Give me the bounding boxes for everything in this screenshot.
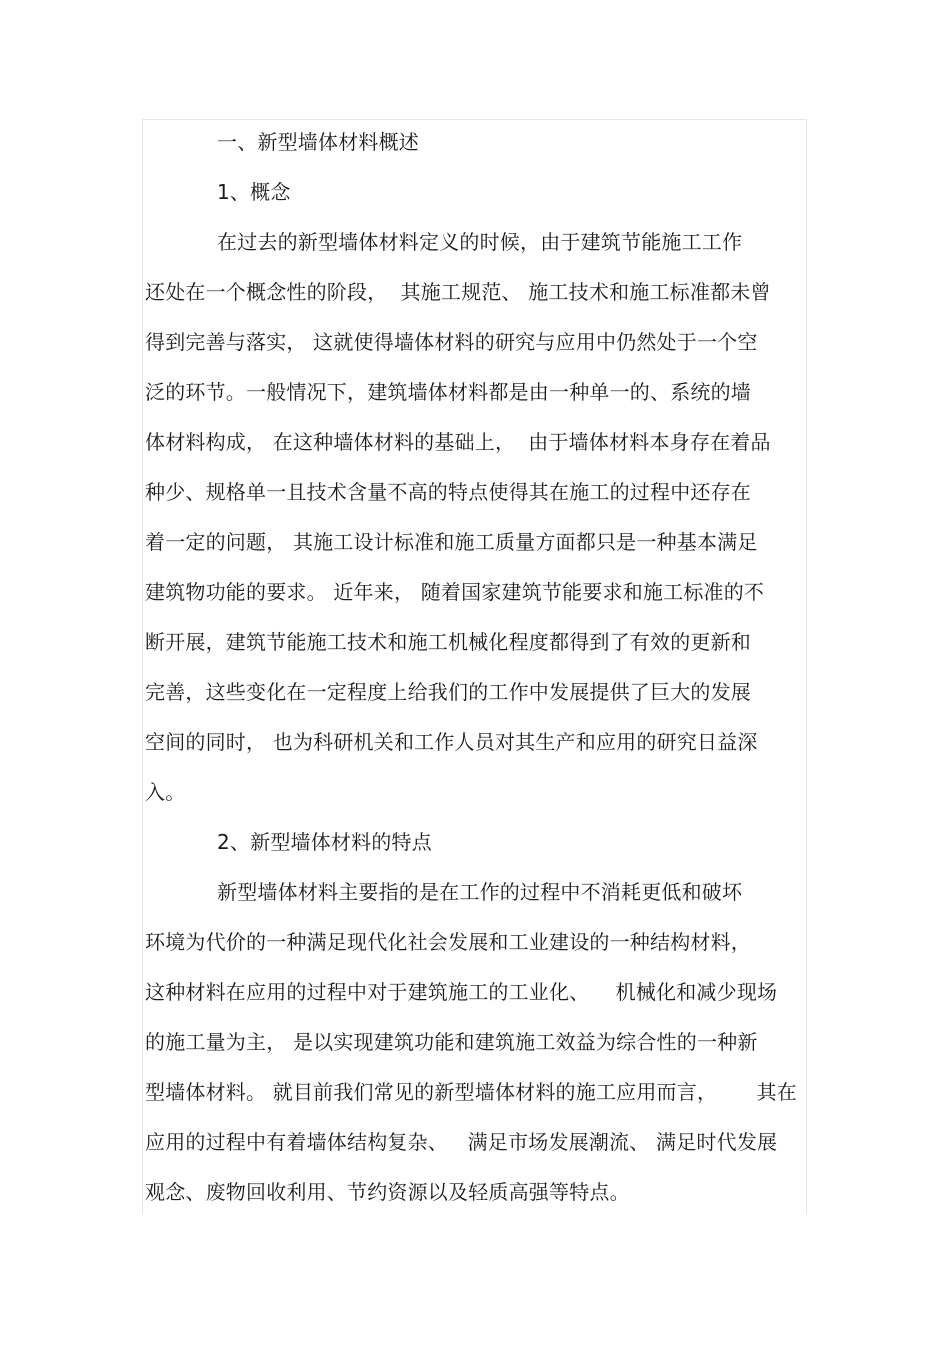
paragraph-line: 在过去的新型墙体材料定义的时候，由于建筑节能施工工作 xyxy=(217,230,743,254)
paragraph-line: 观念、废物回收利用、节约资源以及轻质高强等特点。 xyxy=(145,1180,630,1204)
subheading-features: 2、新型墙体材料的特点 xyxy=(217,830,432,854)
paragraph-line: 断开展，建筑节能施工技术和施工机械化程度都得到了有效的更新和 xyxy=(145,630,751,654)
paragraph-line: 环境为代价的一种满足现代化社会发展和工业建设的一种结构材料， xyxy=(145,930,751,954)
paragraph-line: 的施工量为主， 是以实现建筑功能和建筑施工效益为综合性的一种新 xyxy=(145,1030,758,1054)
paragraph-line: 种少、规格单一且技术含量不高的特点使得其在施工的过程中还存在 xyxy=(145,480,751,504)
paragraph-line: 着一定的问题， 其施工设计标准和施工质量方面都只是一种基本满足 xyxy=(145,530,758,554)
paragraph-line: 建筑物功能的要求。 近年来， 随着国家建筑节能要求和施工标准的不 xyxy=(145,580,765,604)
paragraph-line: 这种材料在应用的过程中对于建筑施工的工业化、 机械化和减少现场 xyxy=(145,980,778,1004)
paragraph-line: 完善，这些变化在一定程度上给我们的工作中发展提供了巨大的发展 xyxy=(145,680,751,704)
paragraph-line: 空间的同时， 也为科研机关和工作人员对其生产和应用的研究日益深 xyxy=(145,730,758,754)
paragraph-line: 还处在一个概念性的阶段， 其施工规范、 施工技术和施工标准都未曾 xyxy=(145,280,771,304)
paragraph-line: 应用的过程中有着墙体结构复杂、 满足市场发展潮流、 满足时代发展 xyxy=(145,1130,778,1154)
paragraph-line: 型墙体材料。 就目前我们常见的新型墙体材料的施工应用而言， 其在 xyxy=(145,1080,797,1104)
paragraph-line: 泛的环节。一般情况下，建筑墙体材料都是由一种单一的、系统的墙 xyxy=(145,380,751,404)
paragraph-line: 入。 xyxy=(145,780,186,804)
paragraph-line: 得到完善与落实， 这就使得墙体材料的研究与应用中仍然处于一个空 xyxy=(145,330,758,354)
subheading-concept: 1、概念 xyxy=(217,180,291,204)
paragraph-line: 新型墙体材料主要指的是在工作的过程中不消耗更低和破坏 xyxy=(217,880,743,904)
paragraph-line: 体材料构成， 在这种墙体材料的基础上， 由于墙体材料本身存在着品 xyxy=(145,430,771,454)
section-heading: 一、新型墙体材料概述 xyxy=(217,130,419,154)
